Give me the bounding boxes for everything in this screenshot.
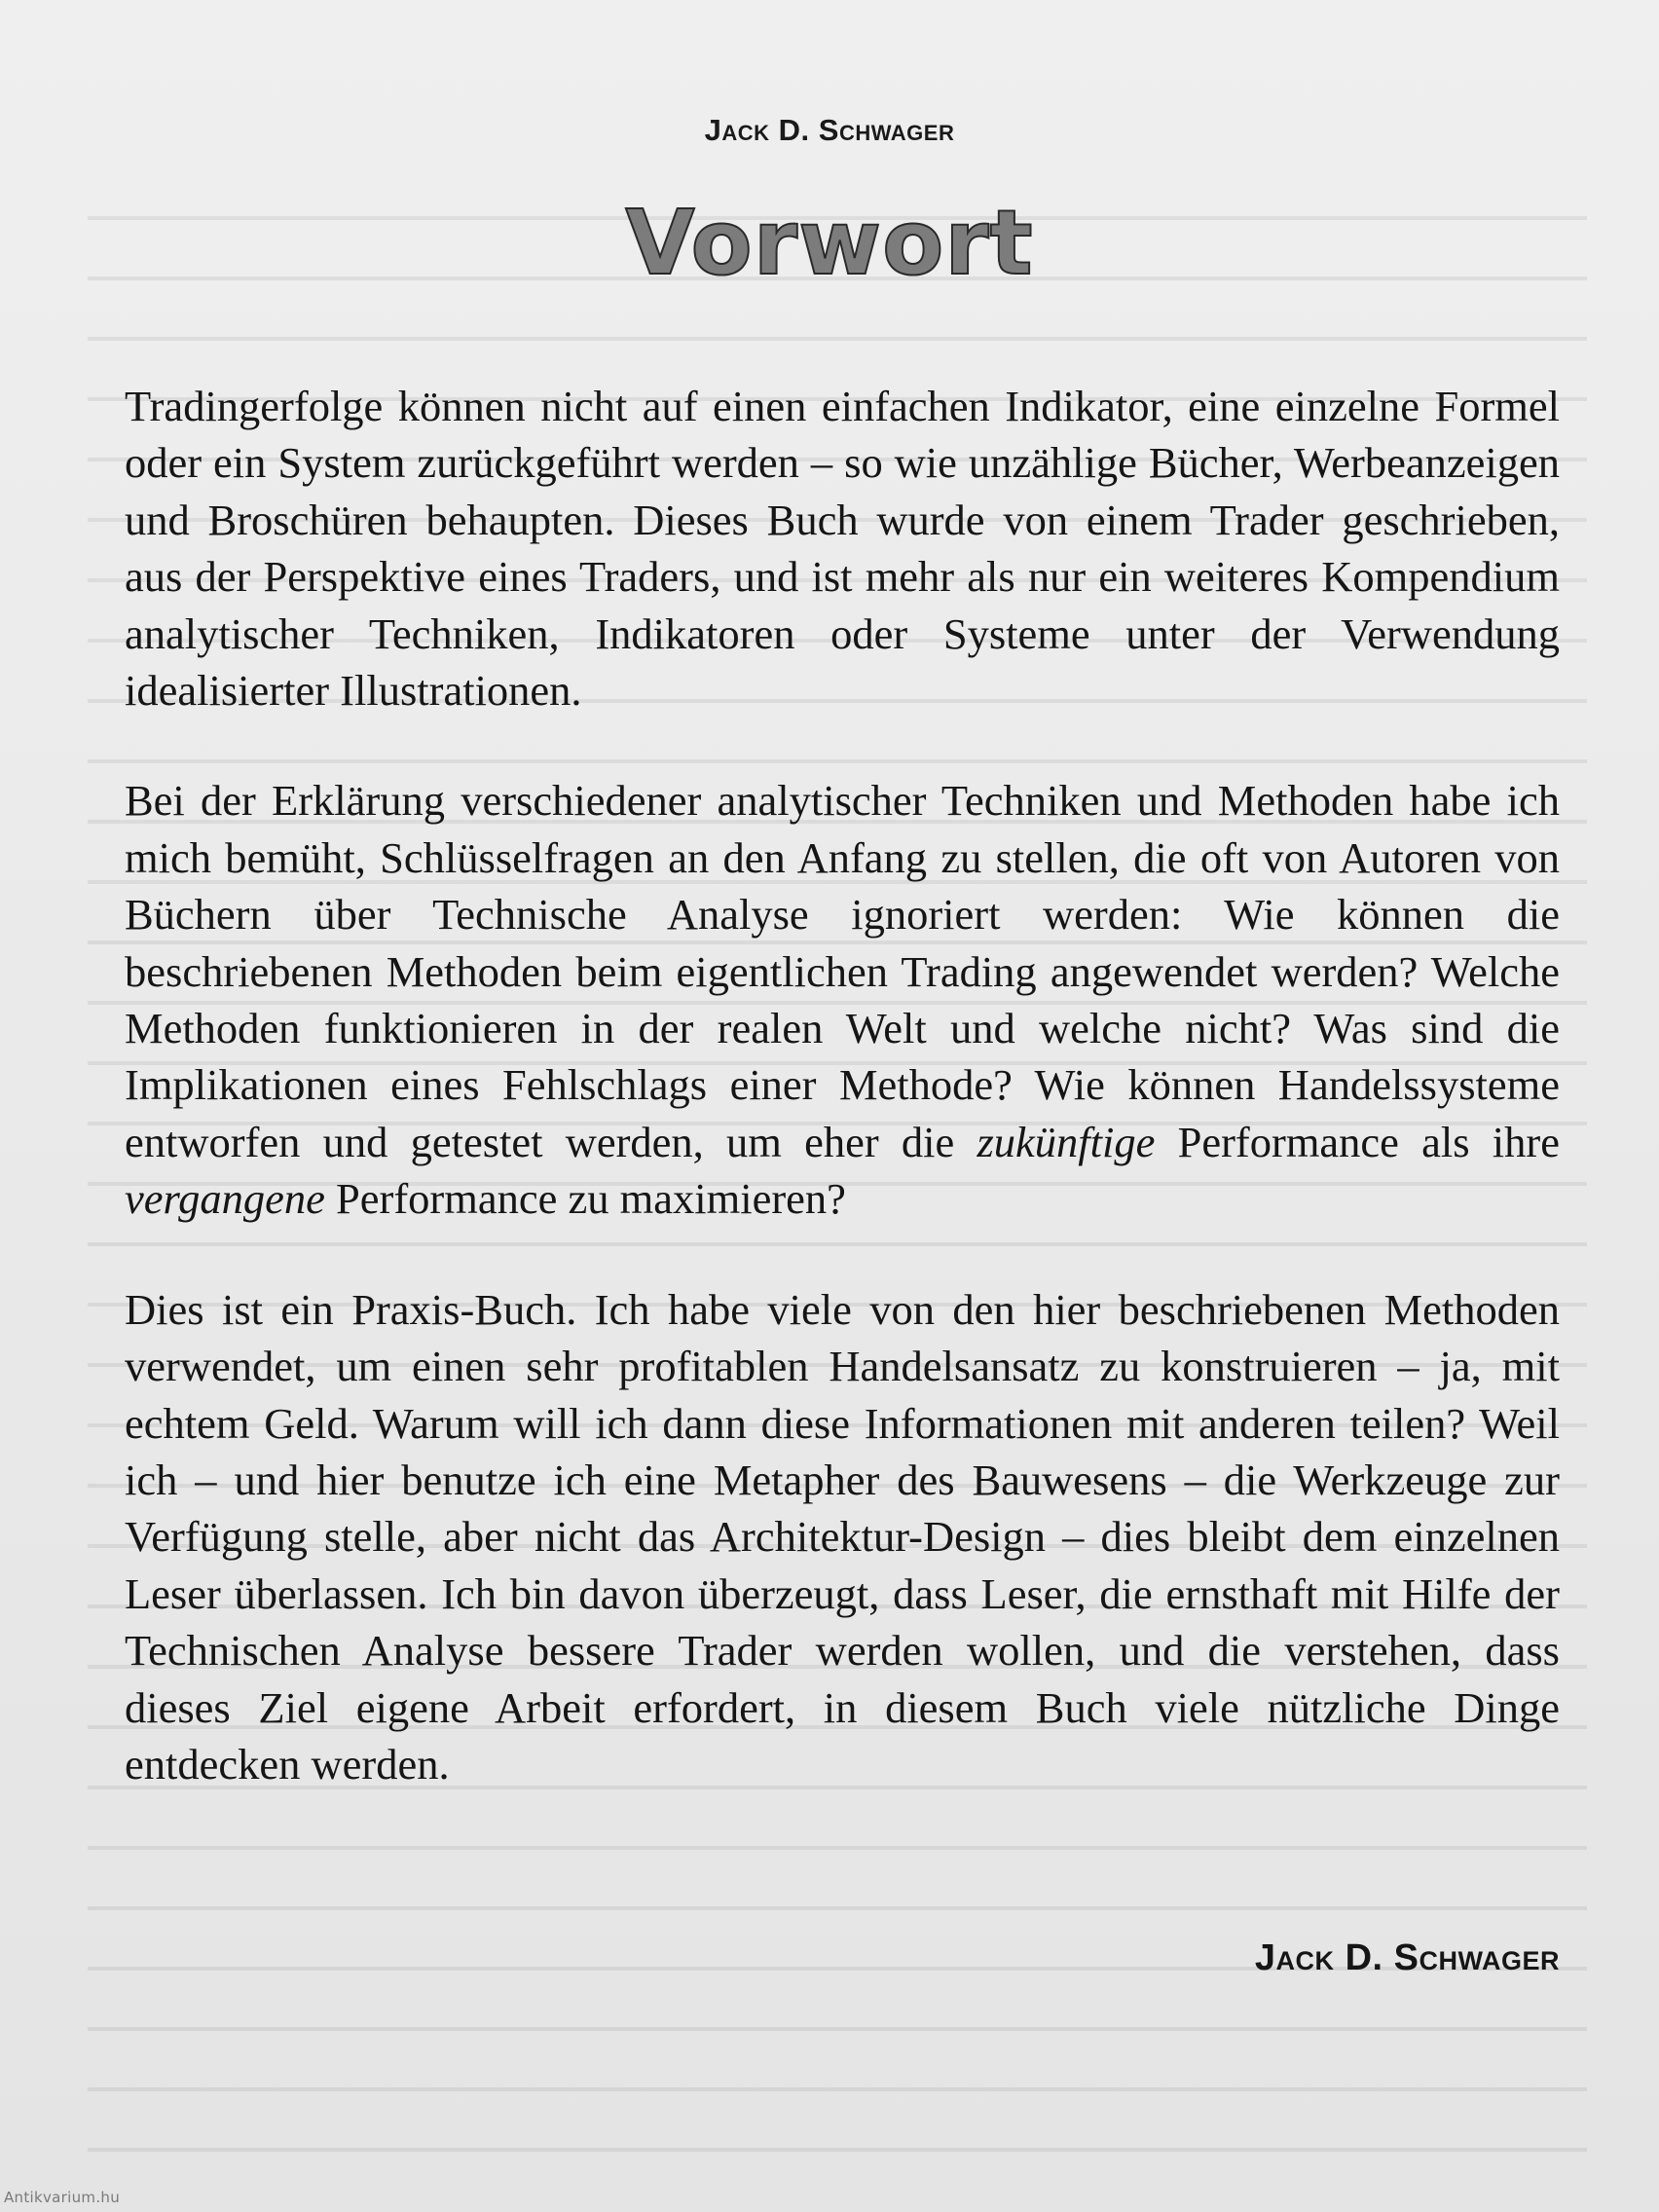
paragraph-2-text-b: Performance als ihre	[1155, 1117, 1560, 1166]
paragraph-3	[125, 1281, 1560, 1793]
page-title: Vorwort	[625, 191, 1034, 295]
paragraph-2-text-a: Bei der Erklärung verschiedener analytischer Techniken und Methoden habe ich mich bemüht, Schlüsselfragen an den Anfang zu stellen, die oft von Autoren von Büchern über Technische Analyse ignoriert werden: Wie können die beschriebenen Methoden beim eigentlichen Trading angewendet werden? Welche Methoden funktionieren in der realen Welt und welche nicht? Was sind die Implikationen eines Fehlschlags einer Methode? Wie können Handelssysteme entworfen und getestet werden, um eher die	[125, 776, 1560, 1166]
paragraph-2-italic-vergangene: vergangene	[125, 1174, 325, 1224]
watermark: Antikvarium.hu	[4, 2189, 121, 2206]
paragraph-1-text: Tradingerfolge können nicht auf einen einfachen Indikator, eine einzelne Formel oder ein System zurückgeführt werden – so wie unzählige Bücher, Werbeanzeigen und Broschüren behaupten. Dieses Buch wurde von einem Trader geschrieben, aus der Perspektive eines Traders, und ist mehr als nur ein weiteres Kompendium analytischer Techniken, Indikatoren oder Systeme unter der Verwendung idealisierter Illustrationen.	[125, 382, 1560, 716]
author-signature: Jack D. Schwager	[1254, 1937, 1560, 1978]
running-header-author: Jack D. Schwager	[704, 113, 955, 147]
paragraph-2-italic-zukuenftige: zukünftige	[977, 1117, 1156, 1166]
paragraph-2-text-c: Performance zu maximieren?	[324, 1174, 846, 1224]
paragraph-1	[125, 378, 1560, 719]
body-text	[125, 378, 1560, 1846]
paragraph-3-text: Dies ist ein Praxis-Buch. Ich habe viele von den hier beschriebenen Methoden verwendet, um einen sehr profitablen Handelsansatz zu konstruieren – ja, mit echtem Geld. Warum will ich dann diese Informationen mit anderen teilen? Weil ich – und hier benutze ich eine Metapher des Bauwesens – die Werkzeuge zur Verfügung stelle, aber nicht das Architektur-Design – dies bleibt dem einzelnen Leser überlassen. Ich bin davon überzeugt, dass Leser, die ernsthaft mit Hilfe der Technischen Analyse bessere Trader werden wollen, und die verstehen, dass dieses Ziel eigene Arbeit erfordert, in diesem Buch viele nützliche Dinge entdecken werden.	[125, 1284, 1560, 1788]
paragraph-2	[125, 772, 1560, 1227]
